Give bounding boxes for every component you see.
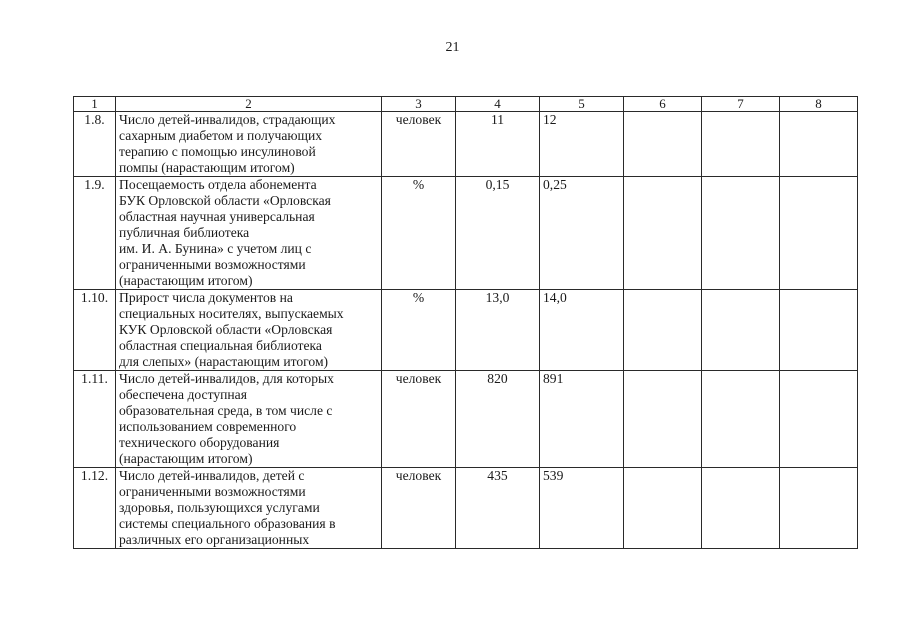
value-column-8 [780, 371, 858, 468]
column-header-8: 8 [780, 97, 858, 112]
value-column-6 [624, 112, 702, 177]
value-column-7 [702, 112, 780, 177]
row-number: 1.10. [74, 290, 116, 371]
row-number: 1.8. [74, 112, 116, 177]
indicator-name-line: областная научная универсальная [119, 209, 315, 224]
indicator-name-line: ограниченными возможностями [119, 484, 306, 499]
value-column-4: 435 [456, 468, 540, 549]
value-column-8 [780, 112, 858, 177]
row-number: 1.11. [74, 371, 116, 468]
table-row [74, 112, 858, 177]
page-number: 21 [445, 40, 460, 55]
value-column-5: 891 [540, 371, 624, 468]
indicator-name-line: использованием современного [119, 419, 297, 434]
value-column-7 [702, 177, 780, 290]
indicator-name-line: Число детей-инвалидов, детей с [119, 468, 305, 483]
indicator-name [116, 290, 382, 371]
indicator-name-line: областная специальная библиотека [119, 338, 322, 353]
column-header-5: 5 [540, 97, 624, 112]
value-column-4: 13,0 [456, 290, 540, 371]
value-column-8 [780, 468, 858, 549]
indicator-name-line: Прирост числа документов на [119, 290, 293, 305]
value-column-5: 0,25 [540, 177, 624, 290]
value-column-4: 0,15 [456, 177, 540, 290]
indicator-name-line: ограниченными возможностями [119, 257, 306, 272]
value-column-7 [702, 468, 780, 549]
indicator-name-line: КУК Орловской области «Орловская [119, 322, 333, 337]
indicator-name-line: обеспечена доступная [119, 387, 247, 402]
indicator-name [116, 177, 382, 290]
value-column-5: 539 [540, 468, 624, 549]
unit-of-measure: % [382, 290, 456, 371]
indicator-name-line: специальных носителях, выпускаемых [119, 306, 344, 321]
value-column-6 [624, 468, 702, 549]
row-number: 1.9. [74, 177, 116, 290]
value-column-4: 11 [456, 112, 540, 177]
value-column-6 [624, 371, 702, 468]
table-row [74, 371, 858, 468]
column-header-2: 2 [116, 97, 382, 112]
value-column-4: 820 [456, 371, 540, 468]
column-header-6: 6 [624, 97, 702, 112]
indicator-name-line: Число детей-инвалидов, для которых [119, 371, 334, 386]
indicator-name-line: сахарным диабетом и получающих [119, 128, 323, 143]
value-column-6 [624, 290, 702, 371]
table-body [74, 112, 858, 549]
indicator-name-line: БУК Орловской области «Орловская [119, 193, 331, 208]
indicator-name-line: Посещаемость отдела абонемента [119, 177, 317, 192]
indicator-name [116, 371, 382, 468]
table-row [74, 290, 858, 371]
indicator-name-line: им. И. А. Бунина» с учетом лиц с [119, 241, 312, 256]
indicator-name-line: публичная библиотека [119, 225, 250, 240]
indicator-name-line: здоровья, пользующихся услугами [119, 500, 320, 515]
unit-of-measure: человек [382, 468, 456, 549]
column-header-3: 3 [382, 97, 456, 112]
value-column-8 [780, 177, 858, 290]
indicator-name-line: помпы (нарастающим итогом) [119, 160, 295, 175]
indicator-name-line: терапию с помощью инсулиновой [119, 144, 316, 159]
column-header-1: 1 [74, 97, 116, 112]
value-column-5: 12 [540, 112, 624, 177]
indicator-name-line: Число детей-инвалидов, страдающих [119, 112, 336, 127]
indicator-name-line: различных его организационных [119, 532, 310, 547]
row-number: 1.12. [74, 468, 116, 549]
indicator-name [116, 112, 382, 177]
unit-of-measure: % [382, 177, 456, 290]
value-column-5: 14,0 [540, 290, 624, 371]
indicator-name-line: (нарастающим итогом) [119, 451, 253, 466]
column-header-4: 4 [456, 97, 540, 112]
value-column-7 [702, 371, 780, 468]
indicator-name-line: образовательная среда, в том числе с [119, 403, 333, 418]
indicator-name-line: системы специального образования в [119, 516, 336, 531]
value-column-7 [702, 290, 780, 371]
value-column-6 [624, 177, 702, 290]
indicator-name-line: для слепых» (нарастающим итогом) [119, 354, 329, 369]
indicator-name [116, 468, 382, 549]
unit-of-measure: человек [382, 112, 456, 177]
table-header-row [74, 97, 858, 112]
table-row [74, 177, 858, 290]
column-header-7: 7 [702, 97, 780, 112]
table-row [74, 468, 858, 549]
unit-of-measure: человек [382, 371, 456, 468]
indicator-name-line: технического оборудования [119, 435, 280, 450]
indicators-table [73, 96, 858, 549]
indicator-name-line: (нарастающим итогом) [119, 273, 253, 288]
value-column-8 [780, 290, 858, 371]
